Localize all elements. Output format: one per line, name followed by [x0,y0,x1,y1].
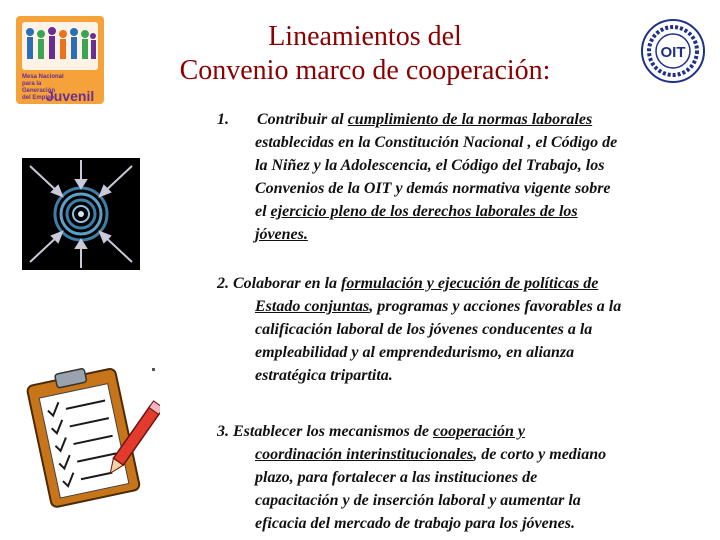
item3-line4: capacitación y de inserción laboral y aumentar la [255,492,581,509]
item3-line1 [217,420,712,443]
item3-line1-text: 3. Establecer los mecanismos de [217,423,433,440]
item1-line1-text: Contribuir al [257,111,348,128]
item1-line1 [217,108,712,131]
item3-line2-text: , de corto y mediano [473,446,607,463]
item2-line2 [217,295,712,318]
item3-line2-underlined: coordinación interinstitucionales [255,446,474,463]
item1-line1-underlined: cumplimiento de la normas laborales [347,111,593,128]
item3-line3: plazo, para fortalecer a las instituciones de [255,469,538,486]
item1-line4: Convenios de la OIT y demás normativa vigente sobre [255,180,611,197]
slide-title [120,20,610,88]
logo-caption-line2: Generación [22,88,56,94]
title-line2: Convenio marco de cooperación: [179,55,551,86]
logo-caption-line3: del Empleo [22,95,55,101]
logo-caption-line1: Mesa Nacional para la [22,74,64,87]
item1-line5-underlined: ejercicio pleno de los derechos laborales de los [270,203,578,220]
logo-people-panel [22,22,98,70]
item1-line3: la Niñez y la Adolescencia, el Código del Trabajo, los [255,157,605,174]
item3-line5: eficacia del mercado de trabajo para los jóvenes. [255,515,575,532]
item2-line5: estratégica tripartita. [255,367,393,384]
item2-line2-underlined: Estado conjuntas [255,298,370,315]
clipboard-image [24,360,160,510]
guideline-item-1 [217,108,712,246]
compass-arrows-image [22,158,140,270]
people-silhouettes-icon [22,22,98,70]
oit-emblem-icon [640,18,706,84]
item2-line3: calificación laboral de los jóvenes conducentes a la [255,321,593,338]
guideline-item-3 [217,420,712,535]
oit-logo [640,18,706,84]
item3-line1-underlined: cooperación y [432,423,525,440]
item1-number: 1. [217,111,229,128]
guideline-item-2 [217,272,712,387]
item2-line1-underlined: formulación y ejecución de políticas de [341,275,599,292]
compass-arrows-icon [22,158,140,270]
clipboard-checklist-icon [24,360,160,510]
item1-line6 [217,223,712,246]
item1-line6-underlined: jóvenes. [255,226,308,243]
item1-line5 [217,200,712,223]
item2-line1-text: 2. Colaborar en la [217,275,342,292]
item2-line1 [217,272,712,295]
item2-line4: empleabilidad y al emprendedurismo, en alianza [255,344,575,361]
logo-brand: Juvenil [46,88,95,104]
item1-line5-text: el [255,203,271,220]
mesa-empleo-juvenil-logo [16,16,104,104]
item3-line2 [217,443,712,466]
title-line1: Lineamientos del [268,21,462,52]
item2-line2-text: , programas y acciones favorables a la [369,298,622,315]
item1-line2: establecidas en la Constitución Nacional , el Código de [255,134,618,151]
oit-text: OIT [660,44,686,61]
